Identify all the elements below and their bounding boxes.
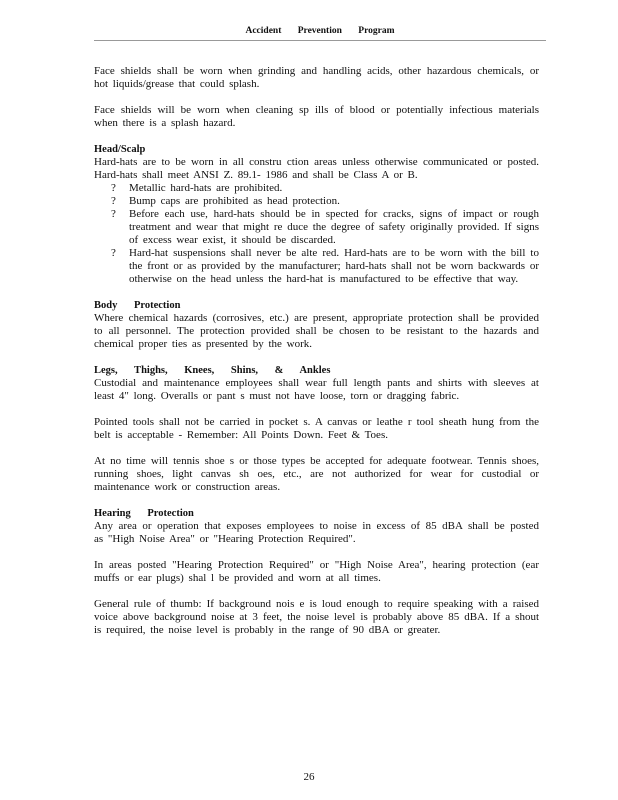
section-hearing: [94, 507, 539, 637]
bullet-marker: ?: [111, 247, 116, 259]
paragraph-hearing-protection-required: In areas posted "Hearing Protection Required" or "High Noise Area", hearing protection (ear muffs or ear plugs) shal l be provided and worn at all times.: [94, 559, 539, 584]
section-title-legs: Legs, Thighs, Knees, Shins, & Ankles: [94, 365, 331, 376]
paragraph-clothing: Custodial and maintenance employees shall wear full length pants and shirts with sleeves at least 4" long. Overalls or pant s must not have loose, torn or dragging fabric.: [94, 377, 539, 402]
section-head-scalp: [94, 143, 539, 286]
list-item: [111, 247, 539, 286]
hard-hat-rules-list: [94, 182, 539, 286]
paragraph-face-shields-blood: Face shields will be worn when cleaning sp ills of blood or potentially infectious materials when there is a splash hazard.: [94, 104, 539, 129]
bullet-marker: ?: [111, 208, 116, 220]
section-title-head-scalp: Head/Scalp: [94, 144, 146, 155]
header-divider: [94, 40, 546, 41]
bullet-marker: ?: [111, 195, 116, 207]
paragraph-hard-hats: Hard-hats are to be worn in all constru ction areas unless otherwise communicated or posted. Hard-hats shall meet ANSI Z. 89.1- 1986 and shall be Class A or B.: [94, 156, 539, 181]
paragraph-face-shields-chemicals: Face shields shall be worn when grinding and handling acids, other hazardous chemicals, or hot liquids/grease that could splash.: [94, 65, 539, 90]
document-body: [94, 65, 539, 650]
paragraph-pointed-tools: Pointed tools shall not be carried in pocket s. A canvas or leathe r tool sheath hung from the belt is acceptable - Remember: All Points Down. Feet & Toes.: [94, 416, 539, 441]
page-header: Accident Prevention Program: [245, 26, 395, 36]
list-item-text: Before each use, hard-hats should be in spected for cracks, signs of impact or rough treatment and wear that might re duce the degree of safety originally provided. If signs of excess wear exist, it should be discarded.: [129, 208, 539, 246]
paragraph-noise-posting: Any area or operation that exposes employees to noise in excess of 85 dBA shall be posted as "High Noise Area" or "Hearing Protection Required".: [94, 520, 539, 545]
section-body-protection: [94, 299, 539, 351]
paragraph-body-protection: Where chemical hazards (corrosives, etc.) are present, appropriate protection shall be provided to all personnel. The protection provided shall be chosen to be resistant to the hazards and chemical proper ties as presented by the work.: [94, 312, 539, 350]
list-item-text: Metallic hard-hats are prohibited.: [129, 182, 283, 194]
paragraph-rule-of-thumb: General rule of thumb: If background nois e is loud enough to require speaking with a raised voice above background noise at 3 feet, the noise level is probably above 85 dBA. If a shout is required, the noise level is probably in the range of 90 dBA or greater.: [94, 598, 539, 636]
page-number: 26: [303, 771, 315, 783]
section-legs: [94, 364, 539, 494]
list-item-text: Bump caps are prohibited as head protection.: [129, 195, 340, 207]
list-item: [111, 195, 539, 208]
list-item: [111, 182, 539, 195]
list-item-text: Hard-hat suspensions shall never be alte red. Hard-hats are to be worn with the bill to the front or as provided by the manufacturer; hard-hats shall not be worn backwards or otherwise on the head unless the hard-hat is manufactured to be effective that way.: [129, 247, 539, 285]
paragraph-footwear: At no time will tennis shoe s or those types be accepted for adequate footwear. Tennis shoes, running shoes, light canvas sh oes, etc., are not authorized for wear for custodial or maintenance work or construction areas.: [94, 455, 539, 493]
list-item: [111, 208, 539, 247]
section-title-hearing: Hearing Protection: [94, 508, 194, 519]
bullet-marker: ?: [111, 182, 116, 194]
section-title-body-protection: Body Protection: [94, 300, 181, 311]
